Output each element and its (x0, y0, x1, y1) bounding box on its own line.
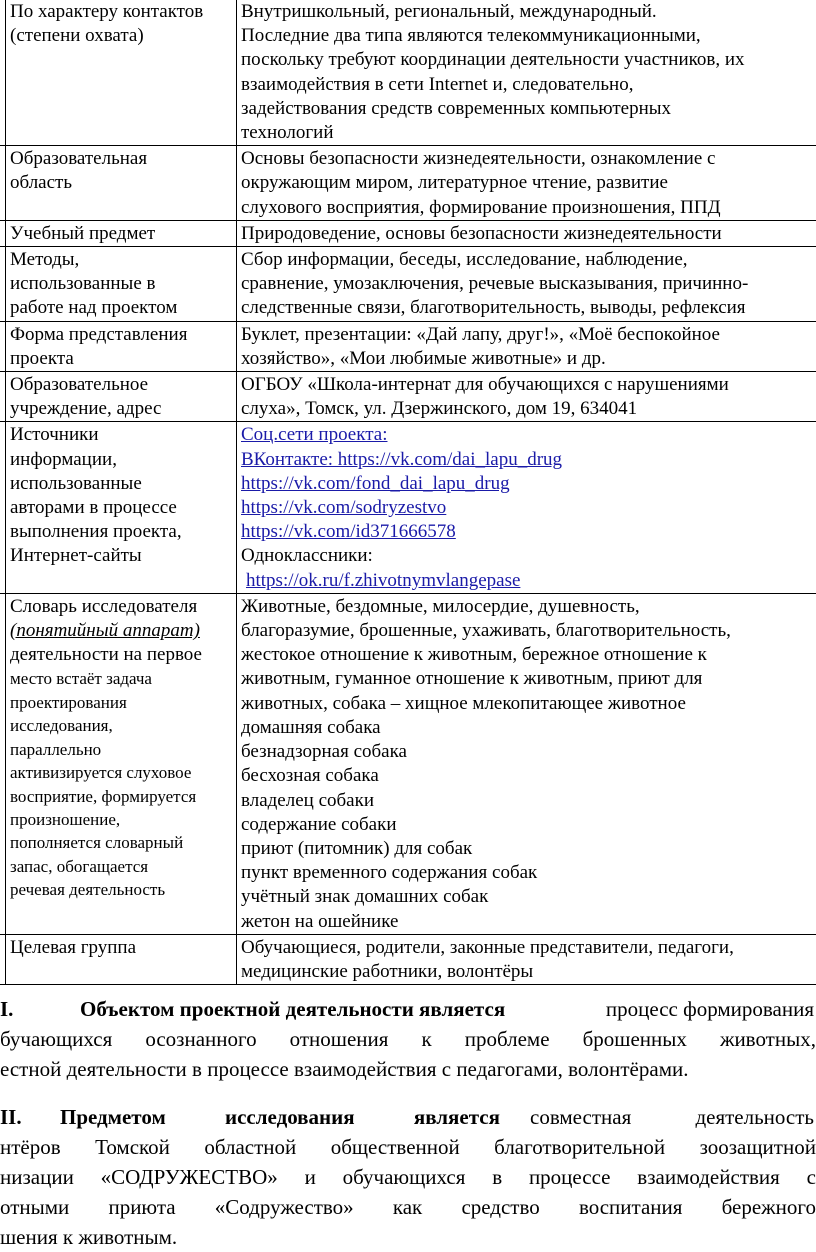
social-link[interactable]: https://vk.com/sodryzestvo (241, 496, 816, 520)
row-label-line: Образовательное (10, 373, 232, 397)
row-label-line: Источники (10, 423, 232, 447)
glossary-label-italic: (понятийный аппарат) (10, 619, 232, 643)
row-value-line: Последние два типа являются телекоммуникационными, (241, 24, 816, 48)
word: приюта (108, 1192, 175, 1222)
row-value-line: пункт временного содержания собак (241, 861, 816, 885)
row-value-line: приют (питомник) для собак (241, 837, 816, 861)
row-label-line: авторами в процессе (10, 496, 232, 520)
word: исследования (225, 1102, 355, 1132)
word: является (414, 1102, 500, 1132)
glossary-label-line: запас, обогащается (10, 855, 232, 878)
section-subject-line2 (0, 1132, 816, 1162)
row-value-cell (237, 422, 816, 593)
row-label-line: работе над проектом (10, 296, 232, 320)
row-label-cell (6, 321, 237, 371)
row-value-line: медицинские работники, волонтёры (241, 960, 816, 984)
social-link[interactable]: https://vk.com/fond_dai_lapu_drug (241, 472, 816, 496)
row-label-line: использованные (10, 472, 232, 496)
row-value-line: Животные, бездомные, милосердие, душевность, (241, 595, 816, 619)
glossary-label-line: речевая деятельность (10, 878, 232, 901)
glossary-label-line: место встаёт задача (10, 667, 232, 690)
social-link[interactable]: ВКонтакте: https://vk.com/dai_lapu_drug (241, 448, 816, 472)
row-label-line: Методы, (10, 248, 232, 272)
row-label-line: учреждение, адрес (10, 397, 232, 421)
row-value-line: учётный знак домашних собак (241, 885, 816, 909)
row-label-line: использованные в (10, 272, 232, 296)
word: Томской (95, 1132, 170, 1162)
row-value-cell (237, 372, 816, 422)
word: в (492, 1162, 502, 1192)
row-value-line: окружающим миром, литературное чтение, развитие (241, 171, 816, 195)
row-value-line: задействования средств современных компьютерных (241, 97, 816, 121)
section-subject (0, 1102, 816, 1252)
table-row (0, 220, 816, 246)
glossary-label-line: параллельно (10, 738, 232, 761)
row-value-line: хозяйство», «Мои любимые животные» и др. (241, 347, 816, 371)
row-label-line: Форма представления (10, 323, 232, 347)
section-object-line3: естной деятельности в процессе взаимодействия с педагогами, волонтёрами. (0, 1054, 816, 1084)
word: бучающихся (0, 1024, 112, 1054)
row-value-cell (237, 593, 816, 934)
glossary-label-title: Словарь исследователя (10, 595, 232, 619)
word: брошенных (583, 1024, 687, 1054)
row-label-cell (6, 934, 237, 984)
section-object (0, 994, 816, 1084)
word: низации (0, 1162, 74, 1192)
word: и (305, 1162, 316, 1192)
row-value-line: взаимодействия в сети Internet и, следовательно, (241, 73, 816, 97)
odnoklassniki-label: Одноклассники: (241, 544, 816, 568)
row-value-line: слухового восприятия, формирование произношения, ППД (241, 196, 816, 220)
row-label-line: Образовательная (10, 147, 232, 171)
glossary-label-line: восприятие, формируется (10, 785, 232, 808)
section-subject-heading (60, 1102, 500, 1132)
glossary-label-line: активизируется слуховое (10, 761, 232, 784)
row-value-line: бесхозная собака (241, 764, 816, 788)
word: общественной (331, 1132, 460, 1162)
row-value-line: жетон на ошейнике (241, 910, 816, 934)
glossary-label-line: исследования, (10, 714, 232, 737)
odnoklassniki-link[interactable]: https://ok.ru/f.zhivotnymvlangepase (241, 569, 816, 593)
row-value-line: животных, собака – хищное млекопитающее животное (241, 692, 816, 716)
row-value-line: содержание собаки (241, 813, 816, 837)
section-subject-line3 (0, 1162, 816, 1192)
row-value-cell (237, 934, 816, 984)
row-label-cell (6, 593, 237, 934)
row-value-line: Сбор информации, беседы, исследование, наблюдение, (241, 248, 816, 272)
word: благотворительной (494, 1132, 665, 1162)
row-value-line: животным, гуманное отношение к животным, приют для (241, 667, 816, 691)
row-label-line: По характеру контактов (10, 0, 232, 24)
word: деятельность (695, 1102, 814, 1132)
word: процессе (529, 1162, 611, 1192)
table-row (0, 372, 816, 422)
row-value-cell (237, 220, 816, 246)
row-value-line: сравнение, умозаключения, речевые высказывания, причинно- (241, 272, 816, 296)
glossary-label-first: деятельности на первое (10, 643, 232, 667)
word: обучающихся (343, 1162, 466, 1192)
section-subject-line4 (0, 1192, 816, 1222)
section-object-heading: Объектом проектной деятельности является (80, 994, 505, 1024)
word: бережного (722, 1192, 816, 1222)
section-object-line2 (0, 1024, 816, 1054)
row-value-line: домашняя собака (241, 716, 816, 740)
row-value-line: слуха», Томск, ул. Дзержинского, дом 19, 634041 (241, 397, 816, 421)
word: взаимодействия (637, 1162, 780, 1192)
row-value-line: Природоведение, основы безопасности жизнедеятельности (241, 222, 816, 246)
word: нтёров (0, 1132, 61, 1162)
word: воспитания (579, 1192, 682, 1222)
row-value-line: поскольку требуют координации деятельности участников, их (241, 48, 816, 72)
word: осознанного (145, 1024, 256, 1054)
word: отношения (290, 1024, 389, 1054)
table-row (0, 0, 816, 146)
row-label-cell (6, 146, 237, 221)
section-subject-line1 (0, 1102, 816, 1132)
row-value-line: жестокое отношение к животным, бережное отношение к (241, 643, 816, 667)
row-value-line: Буклет, презентации: «Дай лапу, друг!», «Моё беспокойное (241, 323, 816, 347)
word: Предметом (60, 1102, 166, 1132)
glossary-label-line: пополняется словарный (10, 831, 232, 854)
table-row (0, 321, 816, 371)
row-value-line: Основы безопасности жизнедеятельности, ознакомление с (241, 147, 816, 171)
row-label-line: область (10, 171, 232, 195)
row-label-cell (6, 0, 237, 146)
row-value-cell (237, 146, 816, 221)
word: «СОДРУЖЕСТВО» (101, 1162, 278, 1192)
section-object-text: процесс формирования (606, 994, 814, 1024)
row-value-line: следственные связи, благотворительность, выводы, рефлексия (241, 296, 816, 320)
row-label-line: проекта (10, 347, 232, 371)
row-label-cell (6, 247, 237, 322)
section-subject-line5: шения к животным. (0, 1222, 816, 1252)
section-subject-text (530, 1102, 814, 1132)
table-row (0, 934, 816, 984)
glossary-label-line: произношение, (10, 808, 232, 831)
row-label-line: Учебный предмет (10, 222, 232, 246)
social-link[interactable]: https://vk.com/id371666578 (241, 520, 816, 544)
row-value-line: Обучающиеся, родители, законные представители, педагоги, (241, 936, 816, 960)
table-row (0, 422, 816, 593)
row-value-cell (237, 321, 816, 371)
row-label-line: информации, (10, 448, 232, 472)
row-label-line: (степени охвата) (10, 24, 232, 48)
row-value-line: владелец собаки (241, 789, 816, 813)
word: совместная (530, 1102, 631, 1132)
row-label-cell (6, 372, 237, 422)
glossary-label-line: проектирования (10, 691, 232, 714)
row-value-line: ОГБОУ «Школа-интернат для обучающихся с нарушениями (241, 373, 816, 397)
table-row (0, 593, 816, 934)
word: областной (204, 1132, 296, 1162)
word: «Содружество» (215, 1192, 354, 1222)
row-value-line: благоразумие, брошенные, ухаживать, благотворительность, (241, 619, 816, 643)
word: к (421, 1024, 431, 1054)
word: проблеме (465, 1024, 550, 1054)
word: отными (0, 1192, 69, 1222)
section-subject-number: II. (0, 1102, 22, 1132)
section-object-line1 (0, 994, 816, 1024)
row-value-cell (237, 0, 816, 146)
row-value-cell (237, 247, 816, 322)
table-row (0, 146, 816, 221)
row-label-cell (6, 220, 237, 246)
social-links-heading: Соц.сети проекта: (241, 423, 816, 447)
row-label-cell (6, 422, 237, 593)
row-value-line: безнадзорная собака (241, 740, 816, 764)
word: зоозащитной (700, 1132, 816, 1162)
word: как (393, 1192, 422, 1222)
word: с (807, 1162, 816, 1192)
row-label-line: Интернет-сайты (10, 544, 232, 568)
table-row (0, 247, 816, 322)
word: средство (461, 1192, 539, 1222)
row-value-line: технологий (241, 121, 816, 145)
word: животных, (720, 1024, 816, 1054)
row-label-line: выполнения проекта, (10, 520, 232, 544)
section-object-number: I. (0, 994, 13, 1024)
row-value-line: Внутришкольный, региональный, международный. (241, 0, 816, 24)
row-label-line: Целевая группа (10, 936, 232, 960)
